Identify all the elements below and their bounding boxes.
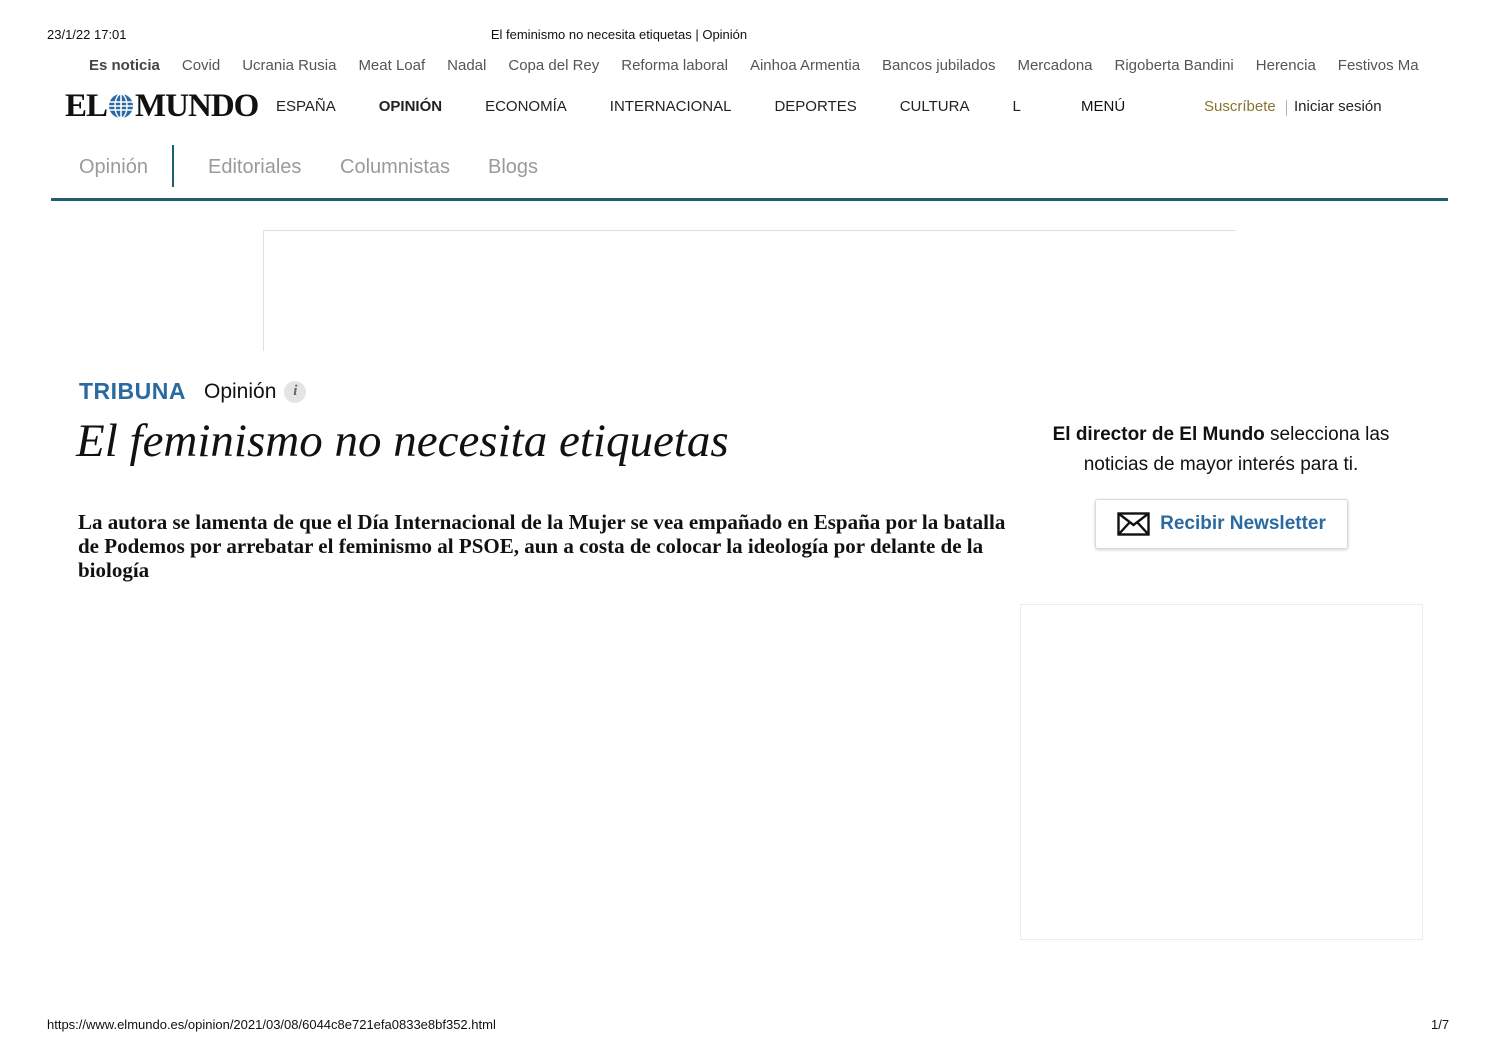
trending-item[interactable]: Ainhoa Armentia [749, 57, 861, 74]
trending-bar [89, 57, 1441, 77]
login-link[interactable]: Iniciar sesión [1294, 98, 1382, 115]
trending-lead: Es noticia [89, 57, 160, 74]
section-subnav [51, 140, 1448, 201]
envelope-icon [1117, 512, 1150, 536]
newsletter-promo-text [1040, 420, 1402, 480]
trending-item[interactable]: Nadal [447, 57, 487, 74]
nav-internacional[interactable]: INTERNACIONAL [609, 98, 732, 115]
site-logo[interactable] [65, 89, 258, 123]
nav-economia[interactable]: ECONOMÍA [485, 98, 567, 115]
trending-item[interactable]: Covid [181, 57, 221, 74]
newsletter-button[interactable] [1095, 499, 1348, 549]
nav-opinion[interactable]: OPINIÓN [378, 98, 443, 115]
trending-item[interactable]: Reforma laboral [621, 57, 728, 74]
trending-item[interactable]: Rigoberta Bandini [1114, 57, 1234, 74]
subnav-columnistas[interactable]: Columnistas [340, 156, 451, 178]
ad-placeholder-side [1020, 604, 1423, 940]
newsletter-promo-rest: selecciona las noticias de mayor interés para ti. [1083, 424, 1390, 475]
trending-item[interactable]: Copa del Rey [508, 57, 600, 74]
header-separator [1286, 100, 1287, 116]
subscribe-link[interactable]: Suscríbete [1204, 98, 1276, 115]
trending-item[interactable]: Bancos jubilados [882, 57, 996, 74]
article-headline: El feminismo no necesita etiquetas [76, 415, 729, 467]
trending-item[interactable]: Meat Loaf [358, 57, 426, 74]
kicker-section[interactable]: Opinión [204, 379, 277, 403]
main-nav [276, 98, 1064, 115]
subnav-opinion[interactable]: Opinión [79, 156, 148, 178]
subnav-blogs[interactable]: Blogs [488, 156, 539, 178]
kicker-tribuna: TRIBUNA [79, 378, 186, 404]
nav-deportes[interactable]: DEPORTES [774, 98, 857, 115]
article-kicker [79, 378, 306, 405]
trending-item[interactable]: Ucrania Rusia [242, 57, 337, 74]
nav-truncated[interactable]: L [1012, 98, 1021, 115]
trending-item[interactable]: Herencia [1255, 57, 1316, 74]
info-icon[interactable]: i [284, 381, 306, 403]
trending-item[interactable]: Mercadona [1017, 57, 1093, 74]
logo-text-right: MUNDO [135, 87, 259, 124]
newsletter-button-label: Recibir Newsletter [1160, 513, 1326, 534]
ad-placeholder-top [263, 230, 1236, 351]
print-title: El feminismo no necesita etiquetas | Opinión [490, 27, 748, 42]
nav-espana[interactable]: ESPAÑA [276, 98, 336, 115]
subnav-editoriales[interactable]: Editoriales [208, 156, 302, 178]
logo-text-left: EL [65, 87, 108, 124]
subnav-divider [172, 145, 174, 187]
print-url: https://www.elmundo.es/opinion/2021/03/08/6044c8e721efa0833e8bf352.html [47, 1017, 496, 1032]
menu-button[interactable]: MENÚ [1081, 98, 1126, 115]
article-standfirst: La autora se lamenta de que el Día Internacional de la Mujer se vea empañado en España por la batalla de Podemos por arrebatar el feminismo al PSOE, aun a costa de colocar la ideología por delante de la biología [78, 510, 1006, 582]
globe-icon [108, 93, 134, 119]
print-date: 23/1/22 17:01 [47, 27, 127, 42]
print-page-number: 1/7 [1431, 1017, 1450, 1032]
newsletter-promo-bold: El director de El Mundo [1052, 424, 1265, 445]
trending-item[interactable]: Festivos Ma [1337, 57, 1419, 74]
nav-cultura[interactable]: CULTURA [899, 98, 970, 115]
